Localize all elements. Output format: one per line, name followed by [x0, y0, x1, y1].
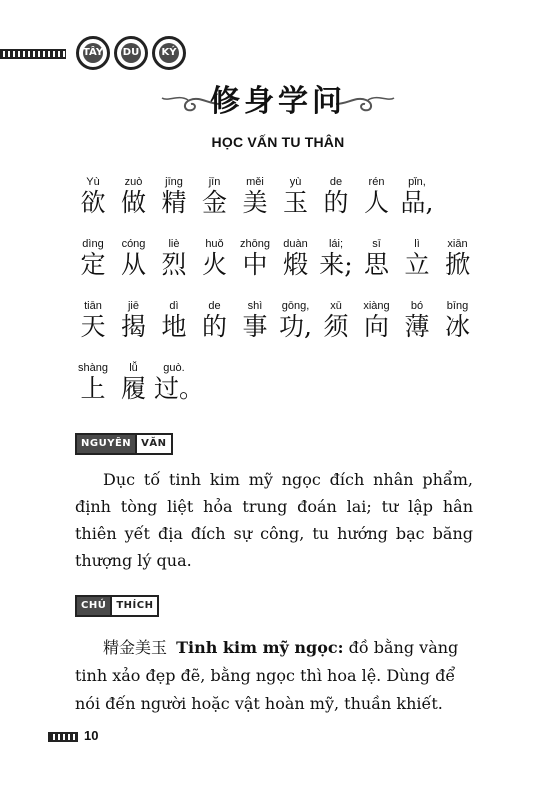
poem-pinyin: dì: [169, 300, 179, 312]
poem-cell: [73, 176, 113, 218]
poem-cell: [357, 176, 397, 218]
poem-cell: [114, 238, 154, 280]
poem-hanzi: 煅: [282, 250, 308, 279]
poem-cell: [316, 300, 356, 342]
poem-pinyin: xiān: [447, 238, 468, 250]
poem-cell: [316, 238, 356, 280]
poem-cell: [276, 300, 316, 342]
poem-pinyin: yù: [289, 176, 302, 188]
poem-cell: [235, 238, 275, 280]
poem-hanzi: 立: [404, 250, 430, 279]
original-text: Dục tố tinh kim mỹ ngọc đích nhân phẩm, định tòng liệt hỏa trung đoán lai; tư lập hân thiên yết địa đích sự công, tu hướng bạc băng thượng lý qua.: [75, 470, 473, 570]
poem-cell: [114, 362, 154, 404]
poem-cell: [316, 176, 356, 218]
poem-cell: [195, 238, 235, 280]
tag-chu-thich-right: THÍCH: [110, 597, 157, 615]
poem-pinyin: tiān: [84, 300, 102, 312]
poem-cell: [357, 300, 397, 342]
poem-cell: [276, 238, 316, 280]
poem-pinyin: dìng: [82, 238, 104, 250]
poem-cell: [357, 238, 397, 280]
poem-cell: [114, 176, 154, 218]
poem-hanzi: 揭: [120, 312, 146, 341]
header-circle-2: [114, 36, 148, 70]
poem-hanzi: 玉: [282, 188, 308, 217]
poem-cell: [195, 176, 235, 218]
poem-cell: [235, 176, 275, 218]
poem-cell: [73, 362, 113, 404]
poem-cell: [114, 300, 154, 342]
poem-pinyin: cóng: [121, 238, 146, 250]
poem-hanzi: 的: [201, 312, 227, 341]
poem-pinyin: xiàng: [363, 300, 390, 312]
poem-hanzi: 事: [242, 312, 268, 341]
poem-pinyin: jīn: [208, 176, 221, 188]
tag-nguyen-van-right: VĂN: [135, 435, 170, 453]
header-circle-label-3: KÝ: [159, 43, 179, 63]
poem-hanzi: 烈: [161, 250, 187, 279]
title-block: [0, 76, 556, 120]
poem-pinyin: de: [329, 176, 343, 188]
poem-cell: [276, 176, 316, 218]
poem-hanzi: 定: [80, 250, 106, 279]
poem-pinyin: xū: [330, 300, 342, 312]
original-text-paragraph: [75, 466, 473, 574]
poem-hanzi: 从: [120, 250, 146, 279]
poem-pinyin: měi: [246, 176, 264, 188]
tag-chu-thich-left: CHÚ: [77, 597, 110, 615]
annotation-paragraph: [75, 634, 475, 718]
poem-pinyin: bó: [410, 300, 424, 312]
poem-hanzi: 人: [363, 188, 389, 217]
page-title: 修身学问: [210, 84, 346, 119]
poem-pinyin: sī: [372, 238, 381, 250]
tag-nguyen-van-left: NGUYÊN: [77, 435, 135, 453]
poem-pinyin: zhōng: [240, 238, 270, 250]
poem-cell: [154, 238, 194, 280]
poem-pinyin: duàn: [283, 238, 308, 250]
poem-cell: [195, 300, 235, 342]
poem-hanzi: 过。: [154, 374, 205, 403]
poem-hanzi: 上: [80, 374, 106, 403]
poem-pinyin: pǐn,: [408, 176, 426, 188]
poem-pinyin: Yù: [86, 176, 100, 188]
poem-pinyin: jiē: [127, 300, 139, 312]
poem-pinyin: zuò: [124, 176, 143, 188]
header-circle-3: [152, 36, 186, 70]
poem-pinyin: gōng,: [281, 300, 310, 312]
poem-cell: [154, 300, 194, 342]
poem-pinyin: de: [208, 300, 221, 312]
poem-hanzi: 做: [120, 188, 146, 217]
poem-hanzi: 思: [363, 250, 389, 279]
poem-hanzi: 冰: [444, 312, 470, 341]
poem-pinyin: lái;: [328, 238, 344, 250]
poem-pinyin: jīng: [165, 176, 183, 188]
poem-pinyin: shàng: [78, 362, 108, 374]
poem-hanzi: 精: [161, 188, 187, 217]
poem-hanzi: 欲: [80, 188, 106, 217]
poem-hanzi: 金: [201, 188, 227, 217]
poem-hanzi: 履: [120, 374, 146, 403]
poem-hanzi: 地: [161, 312, 187, 341]
poem-pinyin: huǒ: [205, 238, 224, 250]
tag-chu-thich: [75, 595, 159, 617]
header-circle-label-1: TÂY: [83, 43, 103, 63]
poem-pinyin: guò.: [163, 362, 185, 374]
poem-hanzi: 来;: [319, 250, 353, 279]
page-subtitle: HỌC VẤN TU THÂN: [211, 134, 345, 150]
tag-nguyen-van: [75, 433, 173, 455]
poem-pinyin: shì: [247, 300, 263, 312]
annotation-text: đồ bằng vàng tinh xảo đẹp đẽ, bằng ngọc thì hoa lệ. Dùng để nói đến người hoặc vật hoàn mỹ, thuần khiết.: [75, 638, 459, 713]
header-circle-label-2: DU: [121, 43, 141, 63]
poem-hanzi: 薄: [404, 312, 430, 341]
annotation-term-vietnamese: Tinh kim mỹ ngọc:: [176, 638, 344, 657]
header-circle-1: [76, 36, 110, 70]
poem-cell: [397, 176, 437, 218]
poem-pinyin: lì: [414, 238, 420, 250]
footer-pattern-mark: [48, 732, 78, 742]
page-number: 10: [84, 728, 99, 743]
poem-hanzi: 功,: [279, 312, 312, 341]
poem-cell: [438, 238, 478, 280]
poem-cell: [154, 176, 194, 218]
annotation-term-chinese: 精金美玉: [103, 638, 168, 657]
poem-pinyin: rén: [368, 176, 385, 188]
poem-hanzi: 须: [323, 312, 349, 341]
poem-cell: [397, 238, 437, 280]
poem-hanzi: 的: [323, 188, 349, 217]
poem-hanzi: 天: [80, 312, 106, 341]
poem-pinyin: liè: [168, 238, 180, 250]
poem-hanzi: 中: [242, 250, 268, 279]
poem-cell: [154, 362, 205, 404]
poem-hanzi: 掀: [444, 250, 470, 279]
poem-hanzi: 美: [242, 188, 268, 217]
poem-cell: [235, 300, 275, 342]
poem-hanzi: 向: [363, 312, 389, 341]
page-header: [0, 36, 200, 72]
poem-cell: [438, 300, 478, 342]
poem-cell: [397, 300, 437, 342]
header-pattern-strip: [0, 49, 66, 59]
poem-pinyin: lǚ: [129, 362, 138, 374]
poem-cell: [73, 238, 113, 280]
poem-pinyin: bīng: [446, 300, 469, 312]
poem-cell: [73, 300, 113, 342]
poem-hanzi: 品,: [400, 188, 434, 217]
poem-hanzi: 火: [201, 250, 227, 279]
